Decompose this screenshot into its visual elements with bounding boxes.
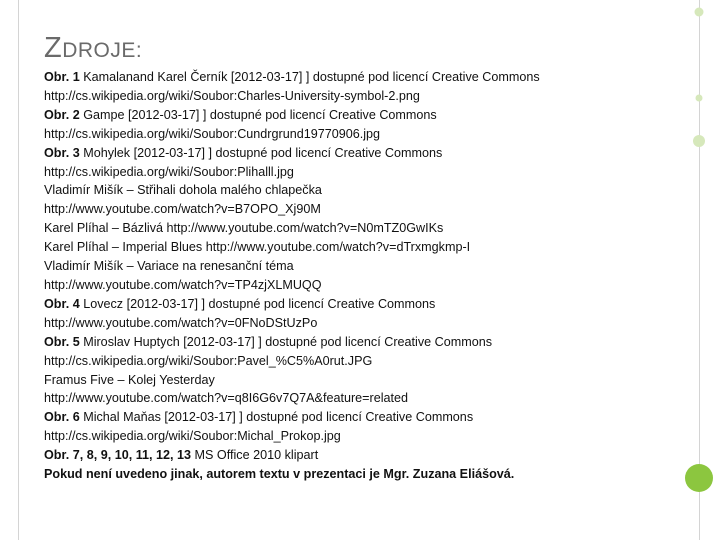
- source-url: http://www.youtube.com/watch?v=q8I6G6v7Q7A&feature=related: [44, 391, 409, 406]
- source-text: Mohylek [2012-03-17] ] dostupné pod licencí Creative Commons: [83, 145, 443, 160]
- author-note: Pokud není uvedeno jinak, autorem textu v prezentaci je Mgr. Zuzana Eliášová.: [44, 467, 515, 482]
- source-url: http://cs.wikipedia.org/wiki/Soubor:Plihalll.jpg: [44, 164, 294, 179]
- figure-label: Obr. 7, 8, 9, 10, 11, 12, 13: [44, 448, 192, 463]
- source-text: Karel Plíhal – Imperial Blues http://www.youtube.com/watch?v=dTrxmgkmp-I: [44, 240, 471, 255]
- source-text: Michal Maňas [2012-03-17] ] dostupné pod licencí Creative Commons: [83, 410, 474, 425]
- dot-large-green: [685, 464, 713, 492]
- source-url: http://cs.wikipedia.org/wiki/Soubor:Cundrgrund19770906.jpg: [44, 126, 381, 141]
- source-text: MS Office 2010 klipart: [194, 448, 319, 463]
- source-entry: [44, 333, 644, 371]
- source-text: Framus Five – Kolej Yesterday: [44, 372, 215, 387]
- source-text: Lovecz [2012-03-17] ] dostupné pod licencí Creative Commons: [83, 296, 436, 311]
- source-entry: [44, 144, 644, 182]
- source-text: Karel Plíhal – Bázlivá http://www.youtube.com/watch?v=N0mTZ0GwIKs: [44, 221, 444, 236]
- source-entry: [44, 68, 644, 106]
- source-entry: [44, 238, 644, 257]
- source-entry: [44, 219, 644, 238]
- source-url: http://cs.wikipedia.org/wiki/Soubor:Pavel_%C5%A0rut.JPG: [44, 353, 373, 368]
- source-url: http://cs.wikipedia.org/wiki/Soubor:Michal_Prokop.jpg: [44, 429, 341, 444]
- source-entry: [44, 408, 644, 446]
- dot-top: [695, 8, 704, 17]
- figure-label: Obr. 6: [44, 410, 80, 425]
- source-text: Kamalanand Karel Černík [2012-03-17] ] dostupné pod licencí Creative Commons: [83, 70, 540, 84]
- source-entry: [44, 371, 644, 409]
- figure-label: Obr. 3: [44, 145, 80, 160]
- figure-label: Obr. 5: [44, 334, 80, 349]
- source-url: http://www.youtube.com/watch?v=0FNoDStUzPo: [44, 315, 318, 330]
- source-entry: [44, 181, 644, 219]
- source-entry: [44, 106, 644, 144]
- source-entry: [44, 295, 644, 333]
- decorative-dots: [682, 0, 716, 540]
- source-url: http://www.youtube.com/watch?v=B7OPO_Xj90M: [44, 202, 321, 217]
- source-text: Gampe [2012-03-17] ] dostupné pod licencí Creative Commons: [83, 107, 437, 122]
- frame-line-left: [18, 0, 19, 540]
- figure-label: Obr. 1: [44, 70, 80, 84]
- dot-small-1: [696, 95, 703, 102]
- source-text: Vladimír Mišík – Střihali dohola malého chlapečka: [44, 183, 322, 198]
- figure-label: Obr. 4: [44, 296, 80, 311]
- source-entry: [44, 446, 644, 465]
- dot-medium: [693, 135, 705, 147]
- sources-list: [44, 68, 644, 484]
- source-entry: [44, 257, 644, 295]
- source-text: Miroslav Huptych [2012-03-17] ] dostupné pod licencí Creative Commons: [83, 334, 493, 349]
- figure-label: Obr. 2: [44, 107, 80, 122]
- source-url: http://www.youtube.com/watch?v=TP4zjXLMUQQ: [44, 277, 322, 292]
- source-url: http://cs.wikipedia.org/wiki/Soubor:Charles-University-symbol-2.png: [44, 88, 420, 103]
- slide-title: ZDROJE:: [44, 32, 143, 64]
- source-text: Vladimír Mišík – Variace na renesanční téma: [44, 259, 294, 274]
